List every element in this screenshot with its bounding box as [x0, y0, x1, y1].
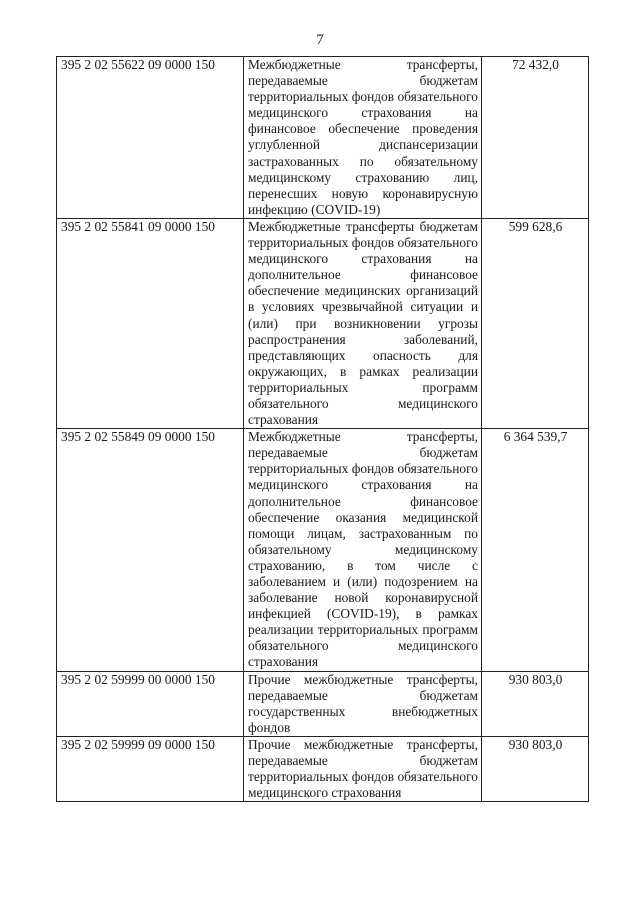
classification-code: 395 2 02 55841 09 0000 150 [57, 218, 244, 428]
budget-table [56, 56, 589, 802]
table-row [57, 57, 589, 219]
amount-value: 72 432,0 [482, 57, 589, 219]
classification-code: 395 2 02 59999 09 0000 150 [57, 736, 244, 801]
table-row [57, 429, 589, 671]
income-description: Прочие межбюджетные трансферты, передаваемые бюджетам государственных внебюджетных фондов [244, 671, 482, 736]
table-row [57, 736, 589, 801]
income-description: Межбюджетные трансферты бюджетам территориальных фондов обязательного медицинского страхования на дополнительное финансовое обеспечение медицинских организаций в условиях чрезвычайной ситуации и (или) при возникновении угрозы распространения заболеваний, представляющих опасность для окружающих, в рамках реализации территориальных программ обязательного медицинского страхования [244, 218, 482, 428]
classification-code: 395 2 02 59999 00 0000 150 [57, 671, 244, 736]
income-description: Межбюджетные трансферты, передаваемые бюджетам территориальных фондов обязательного медицинского страхования на финансовое обеспечение проведения углубленной диспансеризации застрахованных по обязательному медицинскому страхованию лиц, перенесших новую коронавирусную инфекцию (COVID-19) [244, 57, 482, 219]
amount-value: 6 364 539,7 [482, 429, 589, 671]
amount-value: 930 803,0 [482, 736, 589, 801]
income-description: Межбюджетные трансферты, передаваемые бюджетам территориальных фондов обязательного медицинского страхования на дополнительное финансовое обеспечение оказания медицинской помощи лицам, застрахованным по обязательному медицинскому страхованию, в том числе с заболеванием и (или) подозрением на заболевание новой коронавирусной инфекцией (COVID-19), в рамках реализации территориальных программ обязательного медицинского страхования [244, 429, 482, 671]
income-description: Прочие межбюджетные трансферты, передаваемые бюджетам территориальных фондов обязательного медицинского страхования [244, 736, 482, 801]
amount-value: 930 803,0 [482, 671, 589, 736]
page-number: 7 [316, 32, 324, 48]
table-row [57, 671, 589, 736]
classification-code: 395 2 02 55622 09 0000 150 [57, 57, 244, 219]
table-row [57, 218, 589, 428]
classification-code: 395 2 02 55849 09 0000 150 [57, 429, 244, 671]
amount-value: 599 628,6 [482, 218, 589, 428]
